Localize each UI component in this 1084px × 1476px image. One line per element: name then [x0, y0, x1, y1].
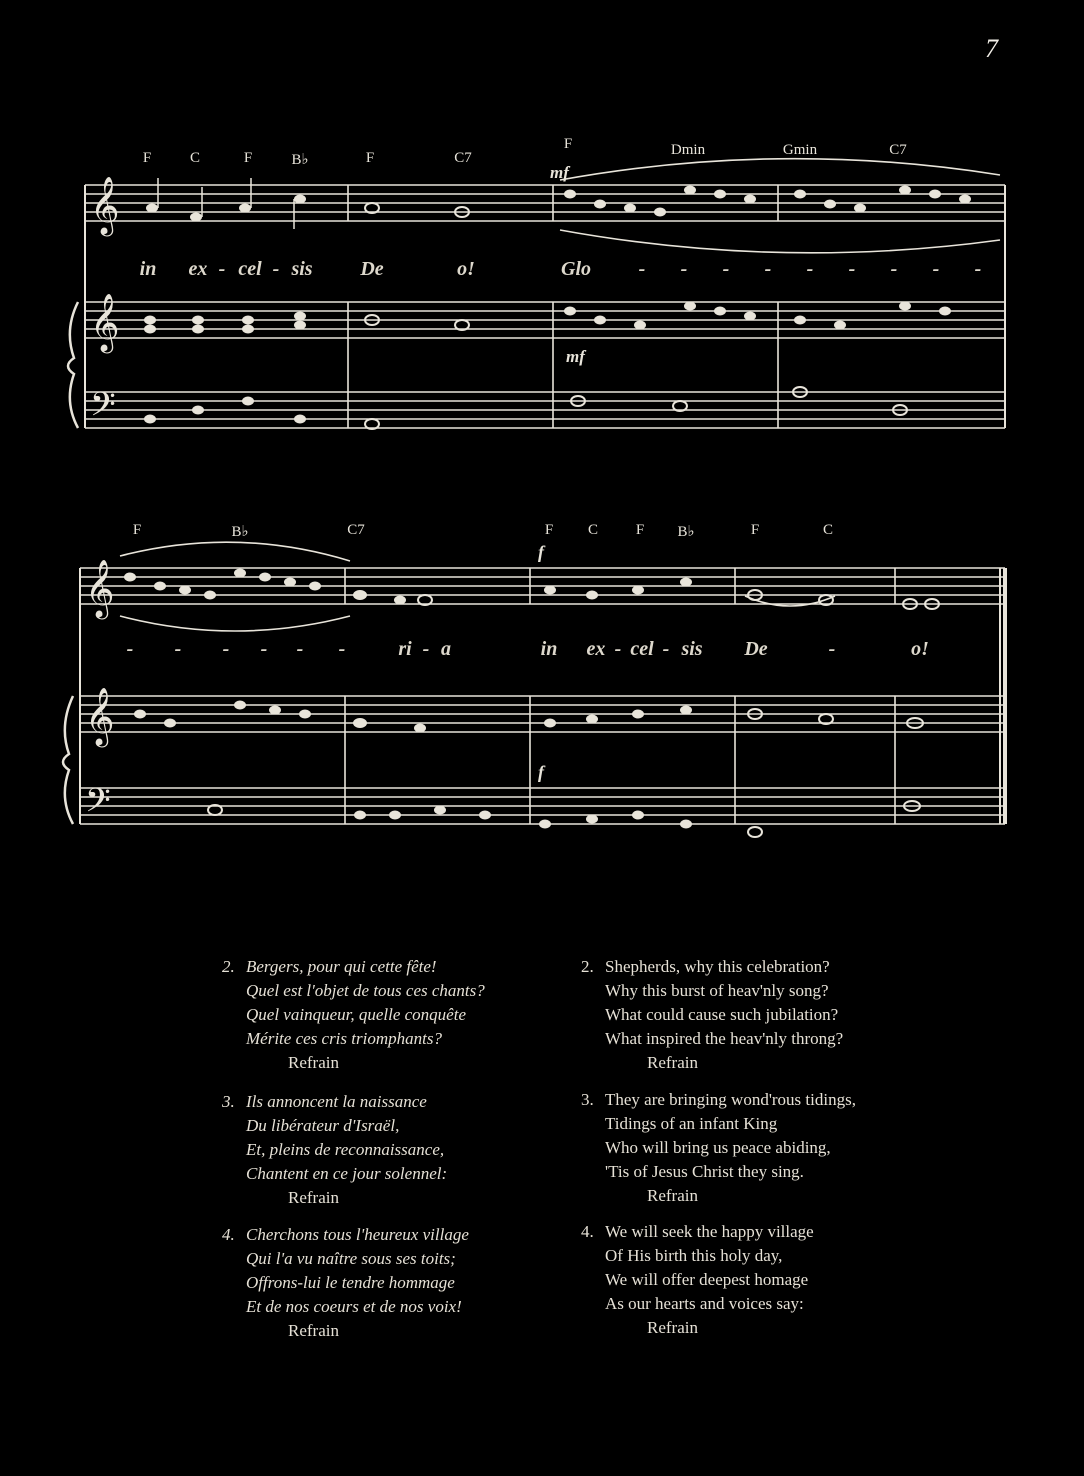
chord-symbol: F — [544, 522, 554, 538]
lyric-syllable: cel — [238, 258, 262, 280]
verse-number: 3. — [222, 1092, 235, 1111]
svg-text:𝄞: 𝄞 — [85, 687, 115, 745]
lyric-syllable: - — [890, 258, 898, 280]
lyric-syllable: - — [932, 258, 940, 280]
verse-en-3 — [581, 1088, 856, 1208]
refrain-label: Refrain — [647, 1186, 698, 1205]
chord-symbol: C — [587, 522, 599, 538]
lyric-syllable: - — [222, 638, 230, 660]
lyric-syllable: cel — [630, 638, 654, 660]
chord-symbol: F — [635, 522, 645, 538]
svg-text:𝄢: 𝄢 — [85, 782, 111, 828]
verse-line: Quel est l'objet de tous ces chants? — [246, 981, 485, 1000]
chord-symbol: C — [822, 522, 834, 538]
verse-fr-3 — [222, 1090, 447, 1210]
verse-line: Qui l'a vu naître sous ses toits; — [246, 1249, 456, 1268]
verse-line: Tidings of an infant King — [605, 1114, 778, 1133]
verse-line: Mérite ces cris triomphants? — [246, 1029, 442, 1048]
refrain-label: Refrain — [647, 1318, 698, 1337]
verse-line: 'Tis of Jesus Christ they sing. — [605, 1162, 804, 1181]
refrain-label: Refrain — [647, 1053, 698, 1072]
lyrics-row — [0, 638, 1084, 668]
lyric-syllable: sis — [681, 638, 703, 660]
lyric-syllable: - — [828, 638, 836, 660]
verse-number: 4. — [222, 1225, 235, 1244]
chord-symbol: Dmin — [670, 142, 706, 158]
svg-text:𝄞: 𝄞 — [90, 293, 120, 351]
lyric-syllable: sis — [291, 258, 313, 280]
chord-symbol: C — [189, 150, 201, 166]
svg-text:𝄢: 𝄢 — [90, 386, 116, 432]
verse-line: Et de nos coeurs et de nos voix! — [246, 1297, 462, 1316]
verses-section — [0, 955, 1084, 1375]
refrain-label: Refrain — [288, 1321, 339, 1340]
lyric-syllable: - — [680, 258, 688, 280]
verse-line: What could cause such jubilation? — [605, 1005, 839, 1024]
chord-symbol: B♭ — [291, 152, 309, 168]
lyric-syllable: - — [974, 258, 982, 280]
chord-symbol: F — [142, 150, 152, 166]
chord-symbol: F — [365, 150, 375, 166]
verse-line: They are bringing wond'rous tidings, — [605, 1090, 856, 1109]
lyric-syllable: in — [139, 258, 157, 280]
lyric-syllable: De — [744, 638, 768, 660]
lyric-syllable: - — [260, 638, 268, 660]
lyric-syllable: - — [662, 638, 670, 660]
refrain-label: Refrain — [288, 1053, 339, 1072]
chord-symbol: F — [132, 522, 142, 538]
dynamic-marking: f — [538, 542, 544, 562]
lyric-syllable: - — [806, 258, 814, 280]
lyric-syllable: Glo — [561, 258, 591, 280]
verse-line: Who will bring us peace abiding, — [605, 1138, 831, 1157]
chord-symbol: C7 — [454, 150, 472, 166]
verse-number: 2. — [581, 957, 594, 976]
lyric-syllable: - — [848, 258, 856, 280]
verse-line: What inspired the heav'nly throng? — [605, 1029, 844, 1048]
verse-en-2 — [581, 955, 843, 1075]
chord-symbol: B♭ — [677, 524, 695, 540]
chord-symbol: F — [243, 150, 253, 166]
lyric-syllable: ex — [188, 258, 208, 280]
chord-symbol: F — [750, 522, 760, 538]
lyric-syllable: ri — [398, 638, 412, 660]
verse-fr-4 — [222, 1223, 469, 1343]
lyric-syllable: - — [126, 638, 134, 660]
lyric-syllable: - — [296, 638, 304, 660]
lyric-syllable: - — [422, 638, 430, 660]
lyric-syllable: in — [540, 638, 558, 660]
notation-system-1 — [0, 130, 1084, 470]
verse-line: We will offer deepest homage — [605, 1270, 809, 1289]
refrain-label: Refrain — [288, 1188, 339, 1207]
verse-line: Chantent en ce jour solennel: — [246, 1164, 448, 1183]
verse-line: Of His birth this holy day, — [605, 1246, 783, 1265]
verse-line: Why this burst of heav'nly song? — [605, 981, 829, 1000]
lyric-syllable: - — [174, 638, 182, 660]
verse-number: 3. — [581, 1090, 594, 1109]
chord-symbol: C7 — [347, 522, 365, 538]
chord-symbol: C7 — [889, 142, 907, 158]
lyric-syllable: - — [764, 258, 772, 280]
lyric-syllable: o! — [457, 258, 475, 280]
lyric-syllable: - — [638, 258, 646, 280]
verse-fr-2 — [222, 955, 485, 1075]
page-number: 7 — [985, 34, 998, 63]
chord-symbol: F — [563, 136, 573, 152]
music-system-1 — [0, 130, 1084, 470]
svg-text:𝄞: 𝄞 — [90, 176, 120, 234]
dynamic-marking: f — [538, 762, 544, 782]
verse-line: Cherchons tous l'heureux village — [246, 1225, 469, 1244]
lyric-syllable: - — [614, 638, 622, 660]
lyric-syllable: De — [360, 258, 384, 280]
verse-line: Ils annoncent la naissance — [246, 1092, 427, 1111]
verse-line: Bergers, pour qui cette fête! — [246, 957, 437, 976]
chord-symbol: Gmin — [782, 142, 818, 158]
lyric-syllable: - — [218, 258, 226, 280]
lyric-syllable: a — [441, 638, 451, 660]
notation-system-2 — [0, 516, 1084, 856]
svg-text:𝄞: 𝄞 — [85, 559, 115, 617]
lyrics-row — [0, 258, 1084, 288]
verse-line: Du libérateur d'Israël, — [246, 1116, 400, 1135]
chord-symbol: B♭ — [231, 524, 249, 540]
dynamic-marking: mf — [550, 163, 569, 182]
music-system-2 — [0, 516, 1084, 856]
verse-en-4 — [581, 1220, 814, 1340]
lyric-syllable: - — [272, 258, 280, 280]
lyric-syllable: - — [722, 258, 730, 280]
lyric-syllable: - — [338, 638, 346, 660]
lyric-syllable: o! — [911, 638, 929, 660]
dynamic-marking: mf — [566, 347, 585, 366]
verse-line: We will seek the happy village — [605, 1222, 814, 1241]
verse-number: 2. — [222, 957, 235, 976]
verse-number: 4. — [581, 1222, 594, 1241]
verse-line: Offrons-lui le tendre hommage — [246, 1273, 455, 1292]
verse-line: As our hearts and voices say: — [605, 1294, 804, 1313]
verse-line: Shepherds, why this celebration? — [605, 957, 830, 976]
verse-line: Quel vainqueur, quelle conquête — [246, 1005, 466, 1024]
verse-line: Et, pleins de reconnaissance, — [246, 1140, 445, 1159]
lyric-syllable: ex — [586, 638, 606, 660]
